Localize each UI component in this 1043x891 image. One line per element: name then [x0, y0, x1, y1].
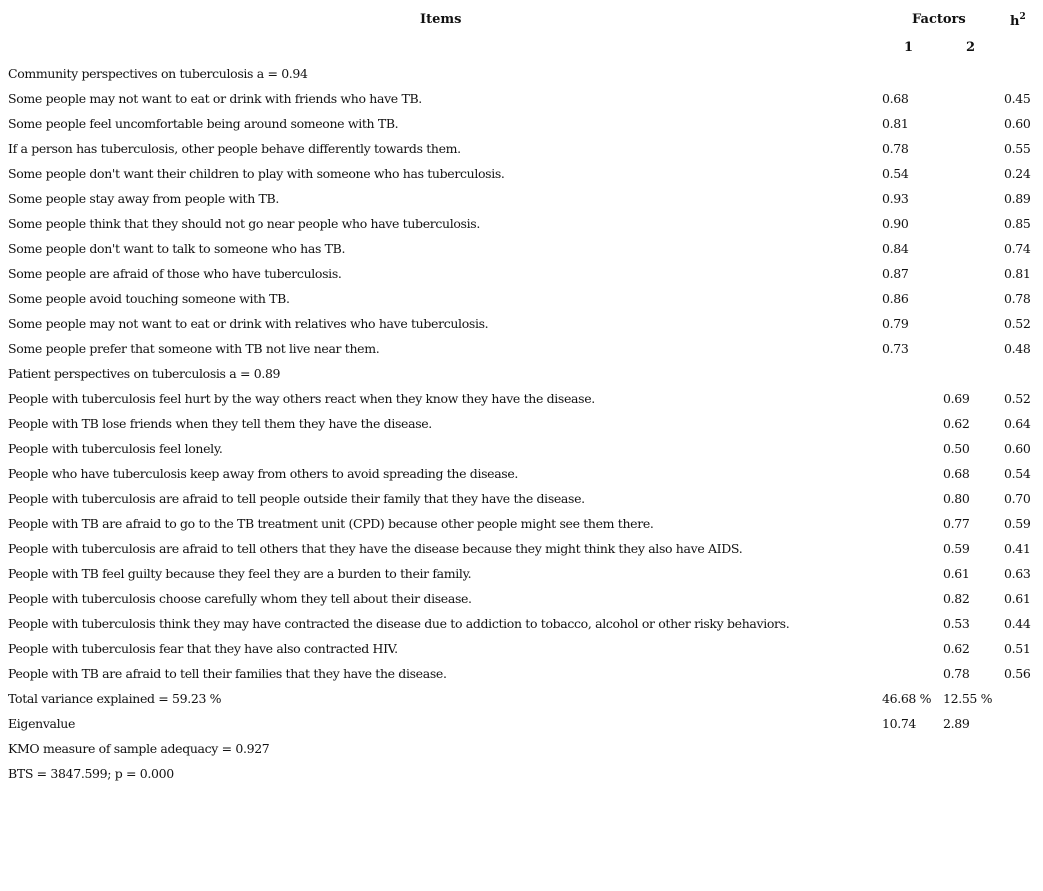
factor-2-loading-cell: 0.68: [943, 466, 970, 481]
item-cell: People who have tuberculosis keep away from others to avoid spreading the disease.: [8, 466, 519, 481]
communality-cell: 0.89: [1004, 191, 1031, 206]
factor-1-header: 1: [904, 40, 914, 55]
table-row: [0, 436, 1043, 461]
table-row: [0, 86, 1043, 111]
table-row: [0, 761, 1043, 786]
table-row: [0, 186, 1043, 211]
factor-2-loading-cell: 0.77: [943, 516, 970, 531]
factor-1-loading-cell: 0.86: [882, 291, 909, 306]
table-row: [0, 61, 1043, 86]
communality-cell: 0.59: [1004, 516, 1031, 531]
communality-cell: 0.41: [1004, 541, 1031, 556]
table-row: [0, 261, 1043, 286]
factor-2-loading-cell: 0.80: [943, 491, 970, 506]
communality-cell: 0.81: [1004, 266, 1031, 281]
factor-1-loading-cell: 0.84: [882, 241, 909, 256]
item-cell: Some people avoid touching someone with TB.: [8, 291, 290, 306]
items-column-header: Items: [420, 12, 462, 27]
communality-cell: 0.24: [1004, 166, 1031, 181]
item-cell: Patient perspectives on tuberculosis a = 0.89: [8, 366, 281, 381]
factor-1-loading-cell: 0.78: [882, 141, 909, 156]
table-row: [0, 161, 1043, 186]
table-row: [0, 211, 1043, 236]
factor-1-loading-cell: 46.68 %: [882, 691, 932, 706]
communality-cell: 0.85: [1004, 216, 1031, 231]
item-cell: Some people stay away from people with TB.: [8, 191, 279, 206]
item-cell: People with tuberculosis fear that they have also contracted HIV.: [8, 641, 398, 656]
communality-cell: 0.60: [1004, 116, 1031, 131]
item-cell: People with tuberculosis feel hurt by the way others react when they know they have the disease.: [8, 391, 595, 406]
item-cell: Some people prefer that someone with TB not live near them.: [8, 341, 380, 356]
factor-1-loading-cell: 0.68: [882, 91, 909, 106]
communality-cell: 0.52: [1004, 316, 1031, 331]
factor-2-loading-cell: 0.82: [943, 591, 970, 606]
item-cell: People with tuberculosis choose carefully whom they tell about their disease.: [8, 591, 472, 606]
table-row: [0, 411, 1043, 436]
communality-cell: 0.44: [1004, 616, 1031, 631]
communality-cell: 0.74: [1004, 241, 1031, 256]
factor-2-loading-cell: 0.53: [943, 616, 970, 631]
factor-2-header: 2: [966, 40, 976, 55]
item-cell: People with TB lose friends when they tell them they have the disease.: [8, 416, 432, 431]
item-cell: People with tuberculosis think they may have contracted the disease due to addiction to tobacco, alcohol or other risky behaviors.: [8, 616, 790, 631]
factor-1-loading-cell: 0.87: [882, 266, 909, 281]
item-cell: Some people don't want to talk to someone who has TB.: [8, 241, 346, 256]
item-cell: Some people may not want to eat or drink with friends who have TB.: [8, 91, 422, 106]
factor-1-loading-cell: 10.74: [882, 716, 917, 731]
factor-2-loading-cell: 2.89: [943, 716, 970, 731]
communality-cell: 0.63: [1004, 566, 1031, 581]
item-cell: People with TB are afraid to go to the TB treatment unit (CPD) because other people might see them there.: [8, 516, 654, 531]
table-row: [0, 336, 1043, 361]
item-cell: Some people don't want their children to play with someone who has tuberculosis.: [8, 166, 505, 181]
table-row: [0, 711, 1043, 736]
factor-2-loading-cell: 0.62: [943, 641, 970, 656]
table-row: [0, 736, 1043, 761]
table-row: [0, 661, 1043, 686]
item-cell: If a person has tuberculosis, other people behave differently towards them.: [8, 141, 461, 156]
item-cell: Some people feel uncomfortable being around someone with TB.: [8, 116, 399, 131]
item-cell: Community perspectives on tuberculosis a = 0.94: [8, 66, 308, 81]
communality-cell: 0.56: [1004, 666, 1031, 681]
item-cell: Some people may not want to eat or drink with relatives who have tuberculosis.: [8, 316, 489, 331]
communality-cell: 0.61: [1004, 591, 1031, 606]
table-row: [0, 461, 1043, 486]
factor-2-loading-cell: 0.69: [943, 391, 970, 406]
item-cell: People with tuberculosis are afraid to tell people outside their family that they have the disease.: [8, 491, 585, 506]
item-cell: Some people think that they should not go near people who have tuberculosis.: [8, 216, 480, 231]
item-cell: People with TB are afraid to tell their families that they have the disease.: [8, 666, 447, 681]
factor-1-loading-cell: 0.93: [882, 191, 909, 206]
communality-column-header: [1010, 14, 1026, 29]
item-cell: Some people are afraid of those who have tuberculosis.: [8, 266, 342, 281]
communality-cell: 0.51: [1004, 641, 1031, 656]
table-row: [0, 511, 1043, 536]
factor-2-loading-cell: 0.78: [943, 666, 970, 681]
table-row: [0, 486, 1043, 511]
table-row: [0, 286, 1043, 311]
communality-cell: 0.55: [1004, 141, 1031, 156]
item-cell: Total variance explained = 59.23 %: [8, 691, 222, 706]
factor-1-loading-cell: 0.90: [882, 216, 909, 231]
table-row: [0, 686, 1043, 711]
factor-2-loading-cell: 0.62: [943, 416, 970, 431]
communality-cell: 0.52: [1004, 391, 1031, 406]
communality-cell: 0.54: [1004, 466, 1031, 481]
table-row: [0, 236, 1043, 261]
factor-1-loading-cell: 0.79: [882, 316, 909, 331]
communality-cell: 0.45: [1004, 91, 1031, 106]
table-row: [0, 311, 1043, 336]
communality-cell: 0.48: [1004, 341, 1031, 356]
table-row: [0, 136, 1043, 161]
table-row: [0, 611, 1043, 636]
factor-2-loading-cell: 0.50: [943, 441, 970, 456]
item-cell: People with tuberculosis feel lonely.: [8, 441, 223, 456]
item-cell: KMO measure of sample adequacy = 0.927: [8, 741, 270, 756]
factor-1-loading-cell: 0.54: [882, 166, 909, 181]
communality-header-superscript: 2: [1019, 12, 1026, 22]
item-cell: Eigenvalue: [8, 716, 76, 731]
factor-1-loading-cell: 0.81: [882, 116, 909, 131]
table-body: [0, 61, 1043, 786]
factor-2-loading-cell: 0.59: [943, 541, 970, 556]
factor-2-loading-cell: 12.55 %: [943, 691, 993, 706]
table-row: [0, 586, 1043, 611]
table-row: [0, 636, 1043, 661]
communality-cell: 0.60: [1004, 441, 1031, 456]
table-row: [0, 561, 1043, 586]
table-row: [0, 536, 1043, 561]
item-cell: People with TB feel guilty because they feel they are a burden to their family.: [8, 566, 472, 581]
table-row: [0, 111, 1043, 136]
item-cell: BTS = 3847.599; p = 0.000: [8, 766, 174, 781]
communality-header-base: h: [1010, 14, 1020, 29]
communality-cell: 0.64: [1004, 416, 1031, 431]
communality-cell: 0.70: [1004, 491, 1031, 506]
table-row: [0, 361, 1043, 386]
table-row: [0, 386, 1043, 411]
communality-cell: 0.78: [1004, 291, 1031, 306]
item-cell: People with tuberculosis are afraid to tell others that they have the disease because they might think they also have AIDS.: [8, 541, 743, 556]
factor-2-loading-cell: 0.61: [943, 566, 970, 581]
factor-1-loading-cell: 0.73: [882, 341, 909, 356]
factors-column-header: Factors: [912, 12, 966, 27]
